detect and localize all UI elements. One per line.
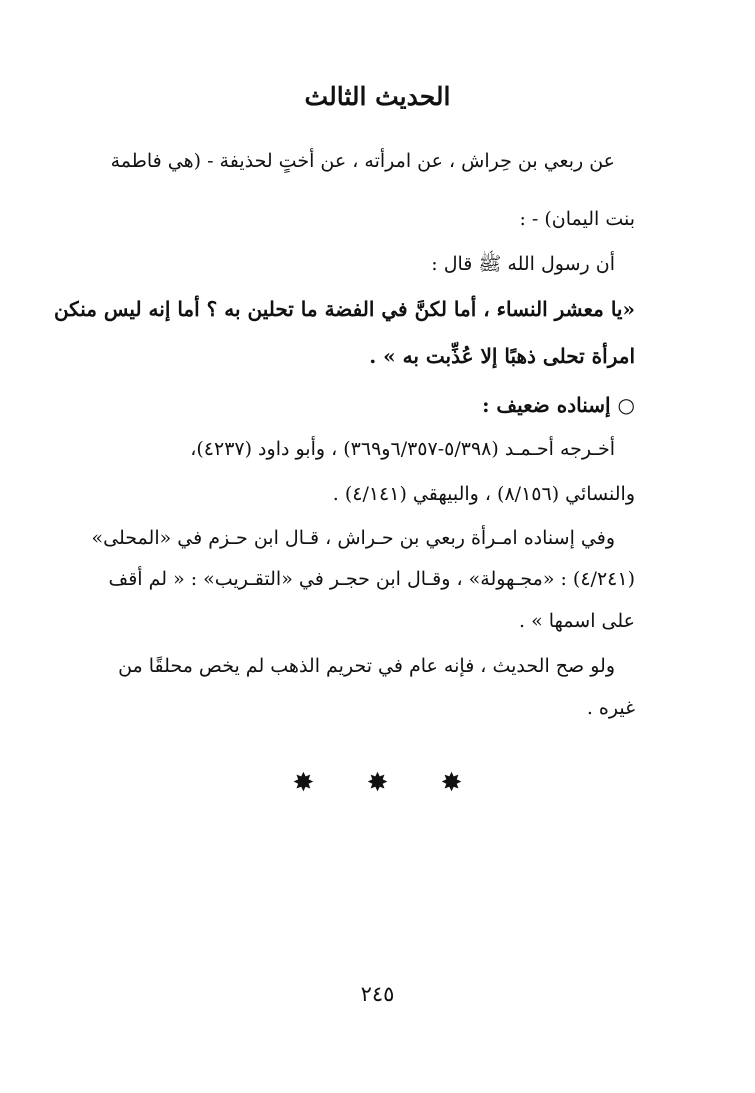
text-line-12: ولو صح الحديث ، فإنه عام في تحريم الذهب لم يخص محلقًا من bbox=[118, 655, 615, 677]
section-heading: ○ إسناده ضعيف : bbox=[482, 393, 635, 417]
star-ornament: ✸ bbox=[292, 768, 315, 798]
text-line-7: أخـرجه أحـمـد (٥/٣٩٨-٦/٣٥٧و٣٦٩) ، وأبو داود (٤٢٣٧)، bbox=[190, 438, 615, 460]
text-line-3: أن رسول الله ﷺ قال : bbox=[431, 253, 615, 275]
hadith-line-2: امرأة تحلى ذهبًا إلا عُذِّبت به » . bbox=[369, 344, 635, 368]
page-number: ٢٤٥ bbox=[360, 982, 395, 1006]
text-line-8: والنسائي (٨/١٥٦) ، والبيهقي (٤/١٤١) . bbox=[332, 483, 635, 505]
hadith-line-1: «يا معشر النساء ، أما لكنَّ في الفضة ما تحلين به ؟ أما إنه ليس منكن bbox=[53, 297, 635, 321]
text-line-1: عن ربعي بن حِراش ، عن امرأته ، عن أختٍ لحذيفة - (هي فاطمة bbox=[110, 150, 615, 172]
text-line-10: (٤/٢٤١) : «مجـهولة» ، وقـال ابن حجـر في «التقـريب» : « لم أقف bbox=[108, 568, 635, 590]
star-ornament: ✸ bbox=[440, 768, 463, 798]
page-title: الحديث الثالث bbox=[304, 82, 451, 111]
text-line-2: بنت اليمان) - : bbox=[519, 208, 635, 230]
ornament-divider bbox=[0, 768, 755, 798]
star-ornament: ✸ bbox=[366, 768, 389, 798]
text-line-13: غيره . bbox=[586, 697, 635, 719]
text-line-9: وفي إسناده امـرأة ربعي بن حـراش ، قـال ابن حـزم في «المحلى» bbox=[91, 527, 615, 549]
text-line-11: على اسمها » . bbox=[519, 610, 635, 632]
